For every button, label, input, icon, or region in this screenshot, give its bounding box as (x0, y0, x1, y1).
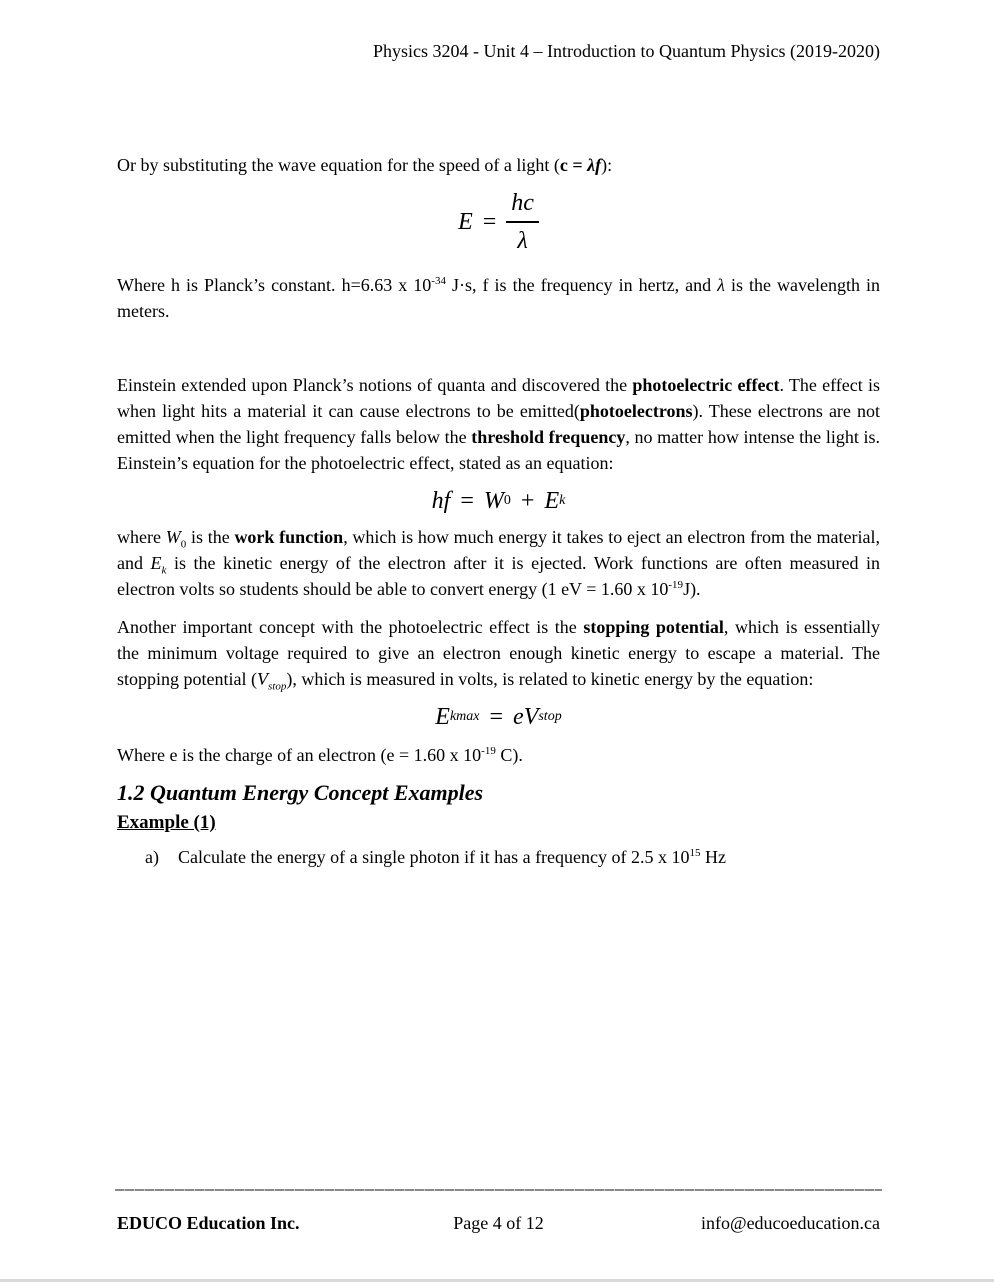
example-heading: Example (1) (117, 812, 216, 833)
footer-page-number: Page 4 of 12 (453, 1213, 544, 1233)
section-heading: 1.2 Quantum Energy Concept Examples (117, 780, 484, 805)
paragraph-wave-equation-intro: Or by substituting the wave equation for the speed of a light (c = λf): (117, 155, 613, 175)
window-bottom-edge (0, 1279, 994, 1282)
paragraph-electron-charge: Where e is the charge of an electron (e = 1.60 x $10^{-19}$ C). (117, 745, 523, 765)
equals-sign: = (460, 488, 474, 514)
equation-lhs: E (458, 209, 473, 235)
equals-sign: = (489, 704, 504, 730)
equation-stopping-potential: E kmax = eV stop (117, 700, 880, 734)
footer-divider (115, 1189, 882, 1191)
equals-sign: = (482, 209, 497, 235)
plus-sign: + (520, 488, 535, 514)
paragraph-stopping-potential: Another important concept with the photoelectric effect is the stopping potential, which is essentially the minimum voltage required to give an electron enough kinetic energy to escape a material. The stopping potential $(V_{stop})$, which is measured in volts, is related to kinetic energy by the equation: (117, 617, 880, 693)
paragraph-work-function: where $W_0$ is the work function, which is how much energy it takes to eject an electron from the material, and $E_k$ is the kinetic energy of the electron after it is ejected. Work functions are often measured in electron volts so students should be able to convert energy (1 eV = 1.60 x $10^{-19}J$). (117, 527, 880, 599)
paragraph-plancks-constant: Where h is Planck’s constant. h=6.63 x $10^{-34}$ J·s, f is the frequency in hertz, and λ is the wavelength in meters. (117, 275, 880, 321)
page-footer (117, 1210, 880, 1236)
footer-email: info@educoeducation.ca (701, 1213, 880, 1233)
list-item-text: Calculate the energy of a single photon if it has a frequency of 2.5 x $10^{15}$ Hz (178, 847, 727, 867)
header-title: Physics 3204 - Unit 4 – Introduction to Quantum Physics (2019-2020) (373, 41, 880, 61)
list-marker: a) (145, 847, 159, 867)
equation-photoelectric: hf = W 0 + E k (117, 484, 880, 518)
paragraph-photoelectric-effect: Einstein extended upon Planck’s notions of quanta and discovered the photoelectric effect. The effect is when light hits a material it can cause electrons to be emitted(photoelectrons). These electrons are not emitted when the light frequency falls below the threshold frequency, no matter how intense the light is. Einstein’s equation for the photoelectric effect, stated as an equation: (117, 375, 881, 473)
fraction-numerator: hc (506, 186, 539, 223)
fraction (506, 186, 539, 258)
page-header (117, 0, 880, 64)
document-content (117, 0, 880, 870)
fraction-denominator: λ (517, 228, 528, 254)
equation-energy-wavelength (117, 186, 880, 258)
example-item-a (117, 844, 880, 870)
footer-company: EDUCO Education Inc. (117, 1213, 300, 1233)
